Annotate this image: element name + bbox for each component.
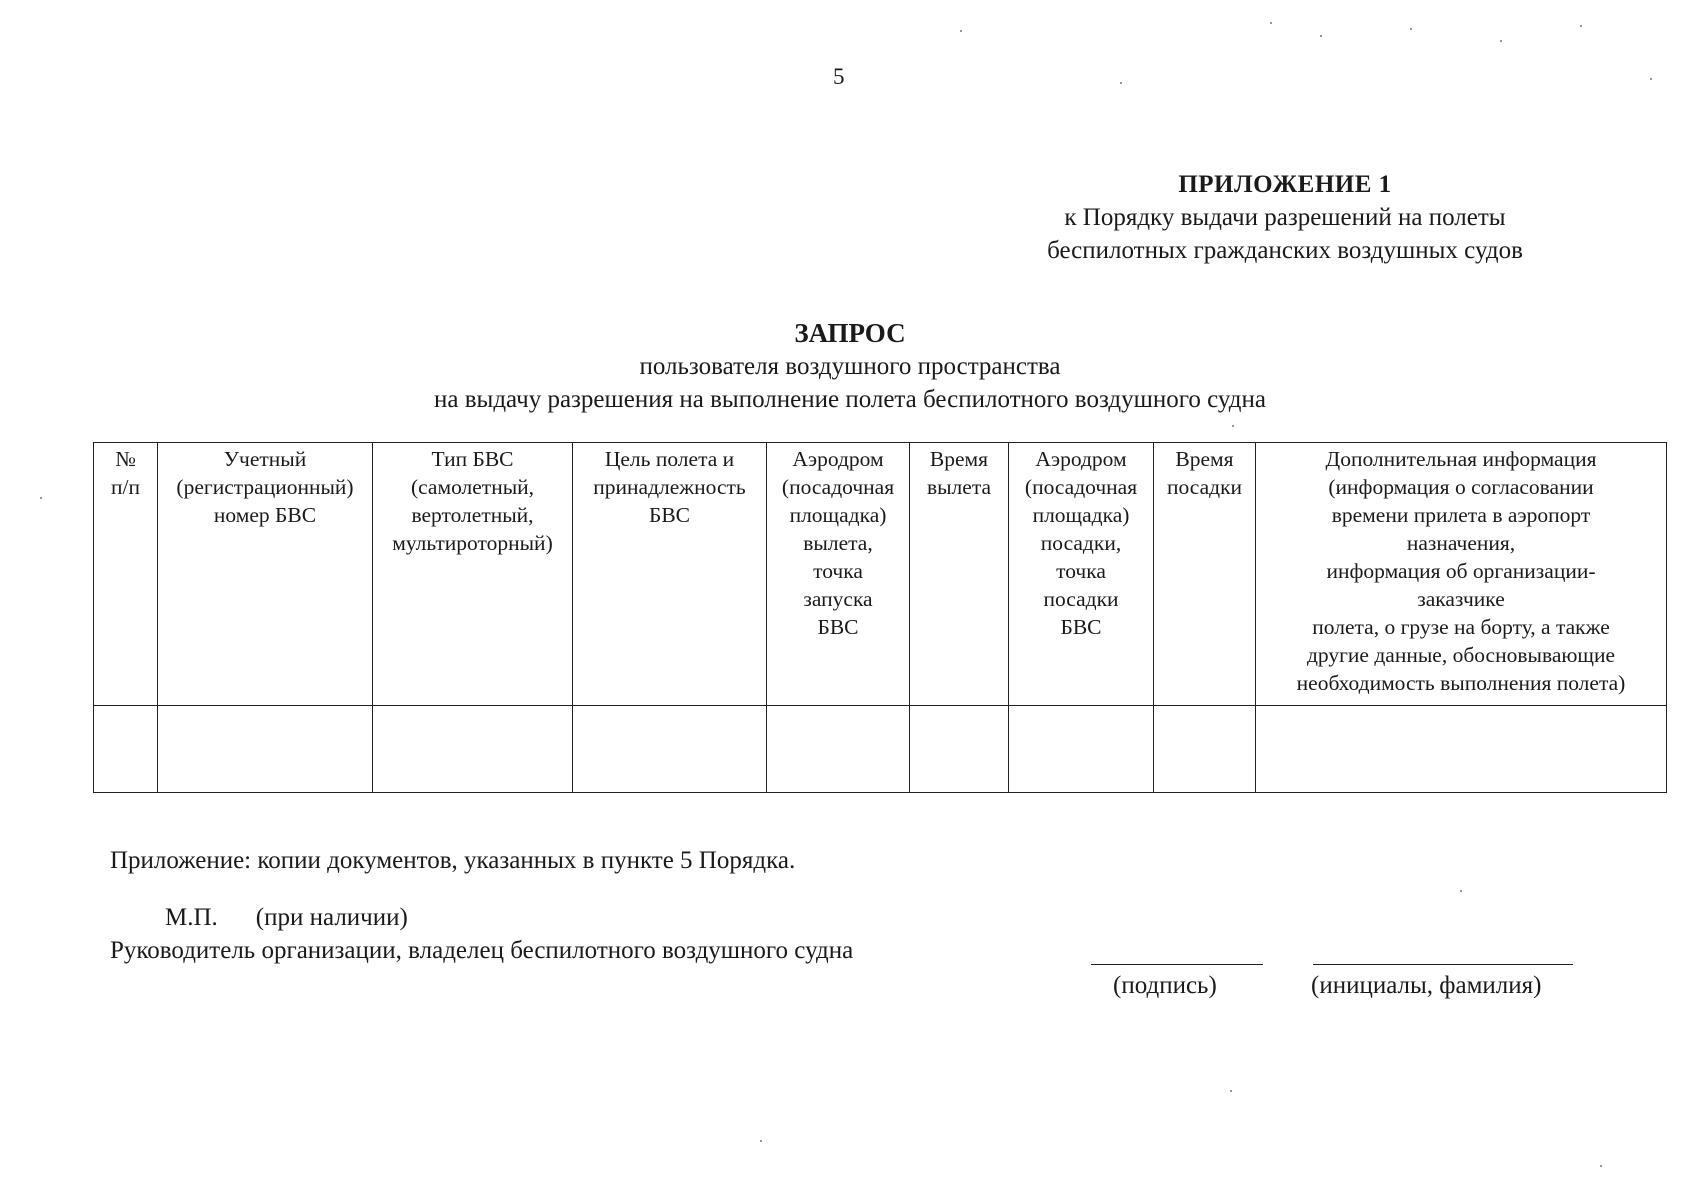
signature-line[interactable] — [1091, 964, 1263, 965]
header-line: (информация о согласовании — [1328, 475, 1594, 499]
header-cell-departure-time — [910, 443, 1009, 706]
table-cell-empty[interactable] — [573, 706, 767, 793]
table-cell-empty[interactable] — [1256, 706, 1667, 793]
header-line: вылета — [926, 475, 992, 499]
header-line: Дополнительная информация — [1325, 447, 1597, 471]
header-line: (посадочная — [1024, 475, 1138, 499]
table-header-row — [94, 443, 1667, 706]
header-line: площадка) — [1032, 503, 1130, 527]
name-line[interactable] — [1313, 964, 1573, 965]
attachment-note: Приложение: копии документов, указанных в пункте 5 Порядка. — [110, 847, 796, 874]
header-line: БВС — [648, 503, 691, 527]
header-line: Аэродром — [1035, 447, 1127, 471]
name-label: (инициалы, фамилия) — [1311, 972, 1542, 999]
header-cell-flight-purpose — [573, 443, 767, 706]
header-line: необходимость выполнения полета) — [1296, 671, 1626, 695]
header-cell-number — [94, 443, 158, 706]
scan-speck — [1120, 82, 1122, 84]
table-cell-empty[interactable] — [1009, 706, 1154, 793]
header-line: Время — [929, 447, 989, 471]
request-title-block — [300, 317, 1400, 416]
table-cell-empty[interactable] — [1154, 706, 1256, 793]
header-line: другие данные, обосновывающие — [1306, 643, 1616, 667]
scan-speck — [1320, 35, 1322, 37]
header-line: назначения, — [1406, 531, 1516, 555]
table-cell-empty[interactable] — [767, 706, 910, 793]
table-row — [94, 706, 1667, 793]
header-line: мультироторный) — [392, 531, 553, 555]
scan-speck — [1650, 78, 1652, 80]
document-subtitle-2: на выдачу разрешения на выполнение полета беспилотного воздушного судна — [434, 386, 1266, 413]
appendix-title: ПРИЛОЖЕНИЕ 1 — [1178, 171, 1392, 198]
header-line: № — [115, 447, 136, 471]
table-cell-empty[interactable] — [910, 706, 1009, 793]
scan-speck — [760, 1140, 762, 1142]
request-table — [93, 442, 1667, 793]
header-line: вылета, — [803, 531, 873, 555]
header-line: номер БВС — [213, 503, 317, 527]
header-line: БВС — [1060, 615, 1102, 639]
header-line: п/п — [111, 475, 140, 499]
header-line: точка — [1056, 559, 1106, 583]
scan-speck — [1500, 40, 1502, 42]
header-cell-additional-info — [1256, 443, 1667, 706]
header-line: посадки — [1043, 587, 1119, 611]
document-subtitle-1: пользователя воздушного пространства — [639, 353, 1061, 380]
stamp-label: М.П. — [165, 904, 218, 931]
table-cell-empty[interactable] — [158, 706, 373, 793]
header-cell-landing-aerodrome — [1009, 443, 1154, 706]
header-line: Аэродром — [792, 447, 884, 471]
page-number: 5 — [833, 64, 845, 89]
table-cell-empty[interactable] — [373, 706, 573, 793]
header-line: Тип БВС — [431, 447, 514, 471]
appendix-line-1: к Порядку выдачи разрешений на полеты — [1064, 204, 1506, 231]
scan-speck — [1230, 1090, 1232, 1092]
header-line: (посадочная — [781, 475, 895, 499]
scan-speck — [1410, 28, 1412, 30]
scan-speck — [1270, 22, 1272, 24]
header-line: Время — [1175, 447, 1234, 471]
stamp-line — [165, 902, 408, 934]
stamp-note: (при наличии) — [255, 904, 408, 931]
table-cell-empty[interactable] — [94, 706, 158, 793]
appendix-line-2: беспилотных гражданских воздушных судов — [1047, 237, 1523, 264]
header-line: принадлежность — [593, 475, 746, 499]
header-cell-registration-number — [158, 443, 373, 706]
scan-speck — [960, 30, 962, 32]
header-line: времени прилета в аэропорт — [1331, 503, 1591, 527]
header-line: запуска — [803, 587, 873, 611]
header-cell-departure-aerodrome — [767, 443, 910, 706]
header-line: (самолетный, — [410, 475, 535, 499]
scan-speck — [1232, 425, 1234, 427]
header-line: полета, о грузе на борту, а также — [1312, 615, 1610, 639]
document-title: ЗАПРОС — [794, 318, 906, 348]
header-cell-landing-time — [1154, 443, 1256, 706]
header-line: БВС — [817, 615, 859, 639]
appendix-header — [980, 168, 1590, 267]
header-line: точка — [813, 559, 863, 583]
scan-speck — [1580, 25, 1582, 27]
scan-speck — [1460, 890, 1462, 892]
header-line: посадки, — [1040, 531, 1122, 555]
signature-label: (подпись) — [1113, 972, 1217, 999]
header-line: площадка) — [789, 503, 887, 527]
header-line: Учетный — [223, 447, 307, 471]
header-line: вертолетный, — [411, 503, 534, 527]
header-line: Цель полета и — [604, 447, 735, 471]
scan-speck — [1600, 1165, 1602, 1167]
scan-speck — [40, 497, 42, 499]
header-cell-uav-type — [373, 443, 573, 706]
header-line: заказчике — [1417, 587, 1505, 611]
header-line: (регистрационный) — [176, 475, 354, 499]
header-line: посадки — [1166, 475, 1243, 499]
signer-title: Руководитель организации, владелец беспилотного воздушного судна — [110, 937, 854, 964]
header-line: информация об организации- — [1326, 559, 1596, 583]
